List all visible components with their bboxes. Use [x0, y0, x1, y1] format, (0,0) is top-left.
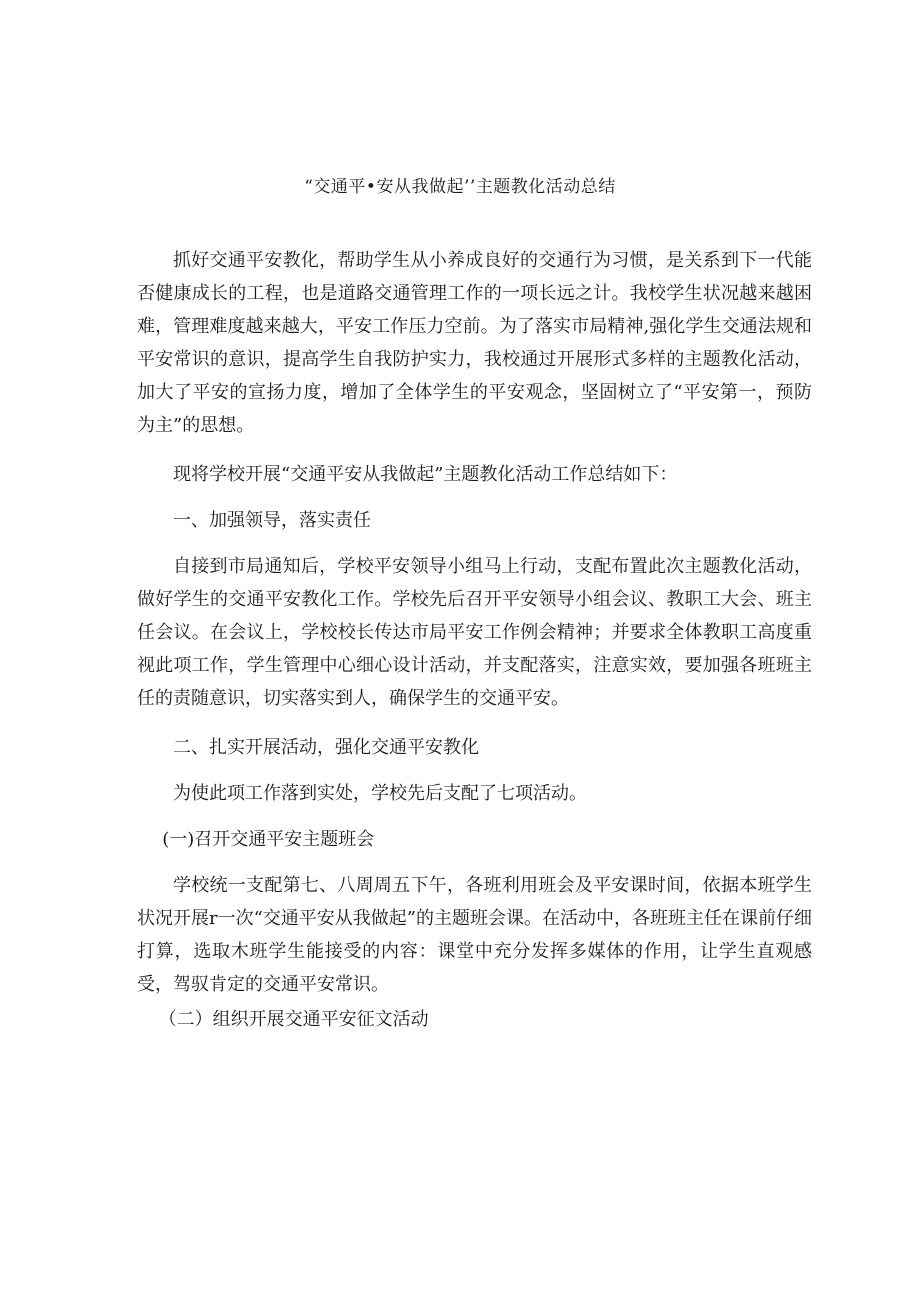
subsection-heading-1: (一)召开交通平安主题班会 [162, 829, 375, 850]
subsection-heading-2: （二）组织开展交通平安征文活动 [158, 1009, 429, 1030]
paragraph-section-2-lead: 为使此项工作落到实处，学校先后支配了七项活动。 [173, 783, 587, 804]
paragraph-section-1: 自接到市局通知后，学校平安领导小组马上行动，支配布置此次主题教化活动，做好学生的交通平安教化工作。学校先后召开平安领导小组会议、教职工大会、班主任会议。在会议上，学校校长传达市局平安工作例会精神；并要求全体教职工高度重视此项工作，学生管理中心细心设计活动，并支配落实，注意实效，要加强各班班主任的责随意识，切实落实到人，确保学生的交通平安。 [137, 556, 812, 709]
paragraph-subsection-1: 学校统一支配第七、八周周五下午，各班利用班会及平安课时间，依据本班学生状况开展r一次“交通平安从我做起”的主题班会课。在活动中，各班班主任在课前仔细打算，选取木班学生能接受的内容：课堂中充分发挥多媒体的作用，让学生直观感受，驾驭肯定的交通平安常识。 [137, 875, 813, 995]
document-title: “交通平•安从我做起’’主题教化活动总结 [304, 177, 616, 197]
paragraph-intro: 抓好交通平安教化，帮助学生从小养成良好的交通行为习惯，是关系到下一代能否健康成长的工程，也是道路交通管理工作的一项长远之计。我校学生状况越来越困难，管理难度越来越大，平安工作压力空前。为了落实市局精神,强化学生交通法规和平安常识的意识，提高学生自我防护实力，我校通过开展形式多样的主题教化活动，加大了平安的宣扬力度，增加了全体学生的平安观念，坚固树立了“平安第一，预防为主”的思想。 [137, 250, 812, 436]
section-heading-1: 一、加强领导，落实责任 [173, 510, 371, 531]
paragraph-summary-lead: 现将学校开展“交通平安从我做起”主题教化活动工作总结如下： [173, 464, 678, 485]
document-body [137, 244, 812, 1036]
section-heading-2: 二、扎实开展活动，强化交通平安教化 [173, 737, 479, 758]
